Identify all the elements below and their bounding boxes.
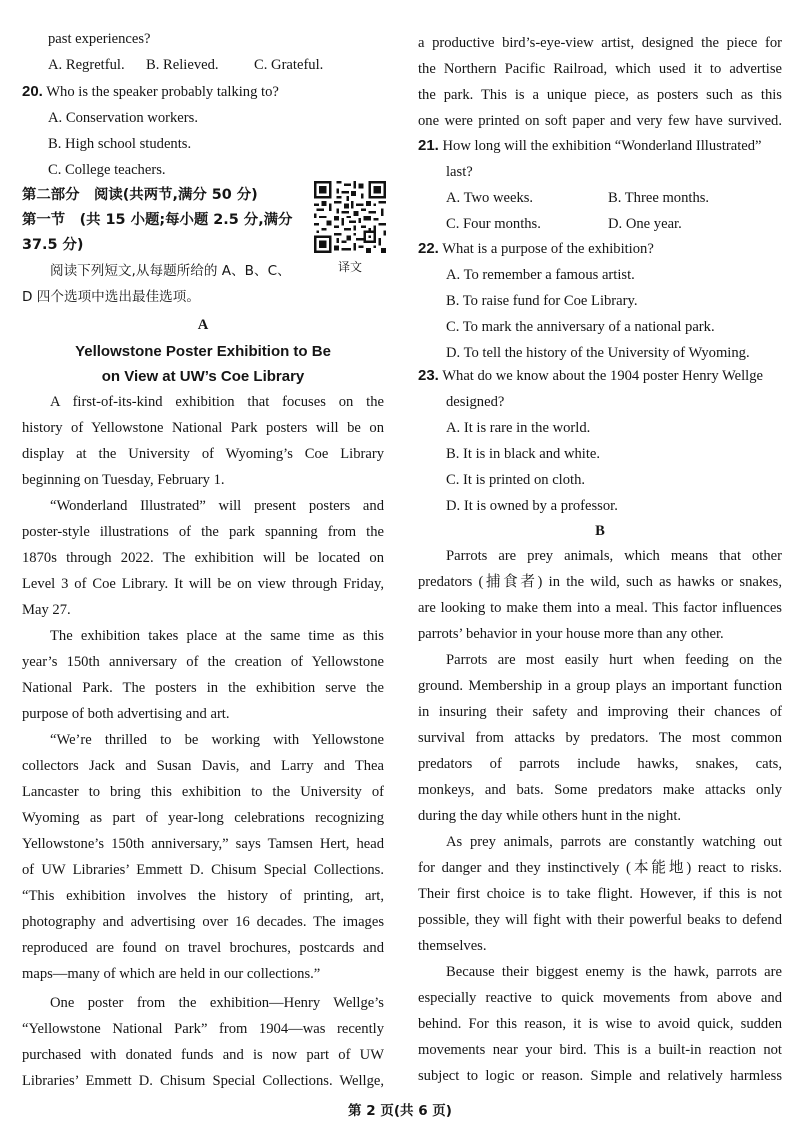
passage-a-line: National Park. The posters in the exhibition serve the	[22, 680, 384, 696]
passage-b-line: Because their biggest enemy is the hawk, parrots are	[446, 964, 782, 980]
passage-a-line: history of Yellowstone National Park posters will be on	[22, 420, 384, 436]
passage-a-line: “Yellowstone National Park” from 1904—was recently	[22, 1021, 384, 1037]
section-heading: 第二部分 阅读(共两节,满分 50 分)	[22, 187, 258, 203]
passage-b-line: ground. Membership in a group plays an important function	[418, 678, 782, 694]
passage-b-line: Parrots are most easily hurt when feeding on the	[446, 652, 782, 668]
passage-a-line: display at the University of Wyoming’s Coe Library	[22, 446, 384, 462]
q22-option-c: C. To mark the anniversary of a national park.	[446, 319, 715, 335]
passage-a-line: Wyoming as part of year-long celebrations recognizing	[22, 810, 384, 826]
q19-stem-tail: past experiences?	[48, 31, 151, 47]
passage-a-line: Lancaster to bring this exhibition to the University of	[22, 784, 384, 800]
passage-b-line: Parrots are prey animals, which means that other	[446, 548, 782, 564]
passage-a-line: purpose of both advertising and art.	[22, 706, 230, 722]
q20-number: 20.	[22, 83, 43, 100]
q21-option-a: A. Two weeks.	[446, 190, 534, 206]
qr-code-image[interactable]	[314, 181, 386, 253]
q19-option-a: A. Regretful.	[48, 57, 125, 73]
passage-a-line: purchased with donated funds and is now part of UW	[22, 1047, 384, 1063]
passage-a-title-line1: Yellowstone Poster Exhibition to Be	[75, 343, 331, 360]
passage-a-title-line2: on View at UW’s Coe Library	[101, 368, 305, 385]
passage-b-line: are looking to make them into a meal. This factor influences	[418, 600, 782, 616]
passage-a-continued-line: one were printed on soft paper and very few have survived.	[418, 113, 782, 129]
q20-option-b: B. High school students.	[48, 136, 192, 152]
passage-b-line: possible, they will fight with their powerful beaks to defend	[418, 912, 782, 928]
q21-text: How long will the exhibition “Wonderland Illustrated”	[442, 138, 762, 154]
q21-stem-line1	[418, 133, 782, 159]
passage-a-line: “This exhibition involves the history of printing, art,	[22, 888, 384, 904]
passage-a-line: One poster from the exhibition—Henry Wellge’s	[50, 995, 384, 1011]
q22-text: What is a purpose of the exhibition?	[442, 241, 654, 257]
passage-b-line: for danger and they instinctively (本能地) react to risks.	[418, 860, 782, 876]
q19-option-c: C. Grateful.	[254, 57, 324, 73]
q22-option-b: B. To raise fund for Coe Library.	[446, 293, 638, 309]
q21-stem-line2: last?	[446, 164, 473, 180]
q23-text: What do we know about the 1904 poster Henry Wellge	[442, 368, 764, 384]
q23-option-b: B. It is in black and white.	[446, 446, 601, 462]
q21-number: 21.	[418, 137, 439, 154]
passage-a-line: 1870s through 2022. The exhibition will be located on	[22, 550, 384, 566]
q23-number: 23.	[418, 367, 439, 384]
passage-b-line: especially reactive to quick movements from above and	[418, 990, 782, 1006]
passage-a-line: photography and advertising over 16 decades. The images	[22, 914, 384, 930]
passage-b-line: subject to logic or reason. Simple and relatively harmless	[418, 1068, 782, 1084]
passage-a-line: A first-of-its-kind exhibition that focuses on the	[50, 394, 384, 410]
qr-translation-label: 译文	[337, 260, 362, 274]
q22-number: 22.	[418, 240, 439, 257]
passage-a-line: poster-style illustrations of the park spanning from the	[22, 524, 384, 540]
passage-a-letter: A	[197, 317, 209, 333]
passage-b-letter: B	[595, 523, 605, 539]
passage-b-line: in insuring their safety and improving their chances of	[418, 704, 782, 720]
passage-b-line: behind. For this reason, it is wise to avoid quick, sudden	[418, 1016, 782, 1032]
passage-b-line: predators of parrots include hawks, snakes, cats,	[418, 756, 782, 772]
q21-option-c: C. Four months.	[446, 216, 541, 232]
passage-a-line: collectors Jack and Susan Davis, and Larry and Thea	[22, 758, 384, 774]
passage-a-line: May 27.	[22, 602, 71, 618]
passage-a-line: The exhibition takes place at the same time as this	[50, 628, 384, 644]
q22-option-d: D. To tell the history of the University of Wyoming.	[446, 345, 750, 361]
q23-stem-line2: designed?	[446, 394, 505, 410]
q22-stem	[418, 236, 782, 262]
passage-b-line: during the day while others hunt in the night.	[418, 808, 682, 824]
q20-option-a: A. Conservation workers.	[48, 110, 198, 126]
passage-b-line: predators (捕食者) in the wild, such as hawks or snakes,	[418, 574, 782, 590]
q20-text: Who is the speaker probably talking to?	[46, 84, 279, 100]
passage-a-continued-line: a productive bird’s-eye-view artist, designed the piece for	[418, 35, 782, 51]
q20-stem	[22, 79, 384, 105]
passage-a-line: beginning on Tuesday, February 1.	[22, 472, 225, 488]
passage-a-line: of UW Libraries’ Emmett D. Chisum Special Collections.	[22, 862, 384, 878]
passage-b-line: movements near your bird. This is a built-in reaction not	[418, 1042, 782, 1058]
q22-option-a: A. To remember a famous artist.	[446, 267, 635, 283]
passage-b-line: As prey animals, parrots are constantly watching out	[446, 834, 782, 850]
passage-b-line: monkeys, and bats. Some predators make attacks only	[418, 782, 782, 798]
q21-options-row1	[418, 185, 782, 211]
passage-b-line: survival from attacks by predators. The most common	[418, 730, 782, 746]
passage-b-line: Their first choice is to take flight. However, if this is not	[418, 886, 782, 902]
passage-a-line: Level 3 of Coe Library. It will be on view through Friday,	[22, 576, 384, 592]
passage-b-line: parrots’ behavior in your house more than any other.	[418, 626, 724, 642]
q20-option-c: C. College teachers.	[48, 162, 166, 178]
q21-options-row2	[418, 211, 782, 237]
q19-options	[22, 52, 384, 78]
passage-a-line: Libraries’ Emmett D. Chisum Special Collections. Wellge,	[22, 1073, 384, 1089]
q23-option-a: A. It is rare in the world.	[446, 420, 591, 436]
passage-a-line: “Wonderland Illustrated” will present posters and	[50, 498, 384, 514]
q19-option-b: B. Relieved.	[146, 57, 219, 73]
q23-option-c: C. It is printed on cloth.	[446, 472, 586, 488]
q23-stem-line1	[418, 363, 782, 389]
q21-option-d: D. One year.	[608, 216, 682, 232]
passage-a-line: “We’re thrilled to be working with Yellowstone	[50, 732, 384, 748]
passage-a-line: reproduced are found on travel brochures, postcards and	[22, 940, 384, 956]
instruction-line2: D 四个选项中选出最佳选项。	[22, 289, 200, 305]
passage-a-continued-line: the park. This is a unique piece, as posters such as this	[418, 87, 782, 103]
subsection-heading-line2: 37.5 分)	[22, 237, 84, 253]
q23-option-d: D. It is owned by a professor.	[446, 498, 618, 514]
passage-a-line: Yellowstone’s 150th anniversary,” says Tamsen Hert, head	[22, 836, 384, 852]
instruction-line1: 阅读下列短文,从每题所给的 A、B、C、	[50, 263, 291, 279]
page-number-footer: 第 2 页(共 6 页)	[348, 1103, 452, 1119]
subsection-heading-line1: 第一节 (共 15 小题;每小题 2.5 分,满分	[22, 212, 293, 228]
passage-a-continued-line: the Northern Pacific Railroad, which used it to advertise	[418, 61, 782, 77]
passage-a-line: maps—many of which are held in our collections.”	[22, 966, 321, 982]
passage-b-line: themselves.	[418, 938, 487, 954]
q21-option-b: B. Three months.	[608, 190, 710, 206]
passage-a-line: year’s 150th anniversary of the creation of Yellowstone	[22, 654, 384, 670]
